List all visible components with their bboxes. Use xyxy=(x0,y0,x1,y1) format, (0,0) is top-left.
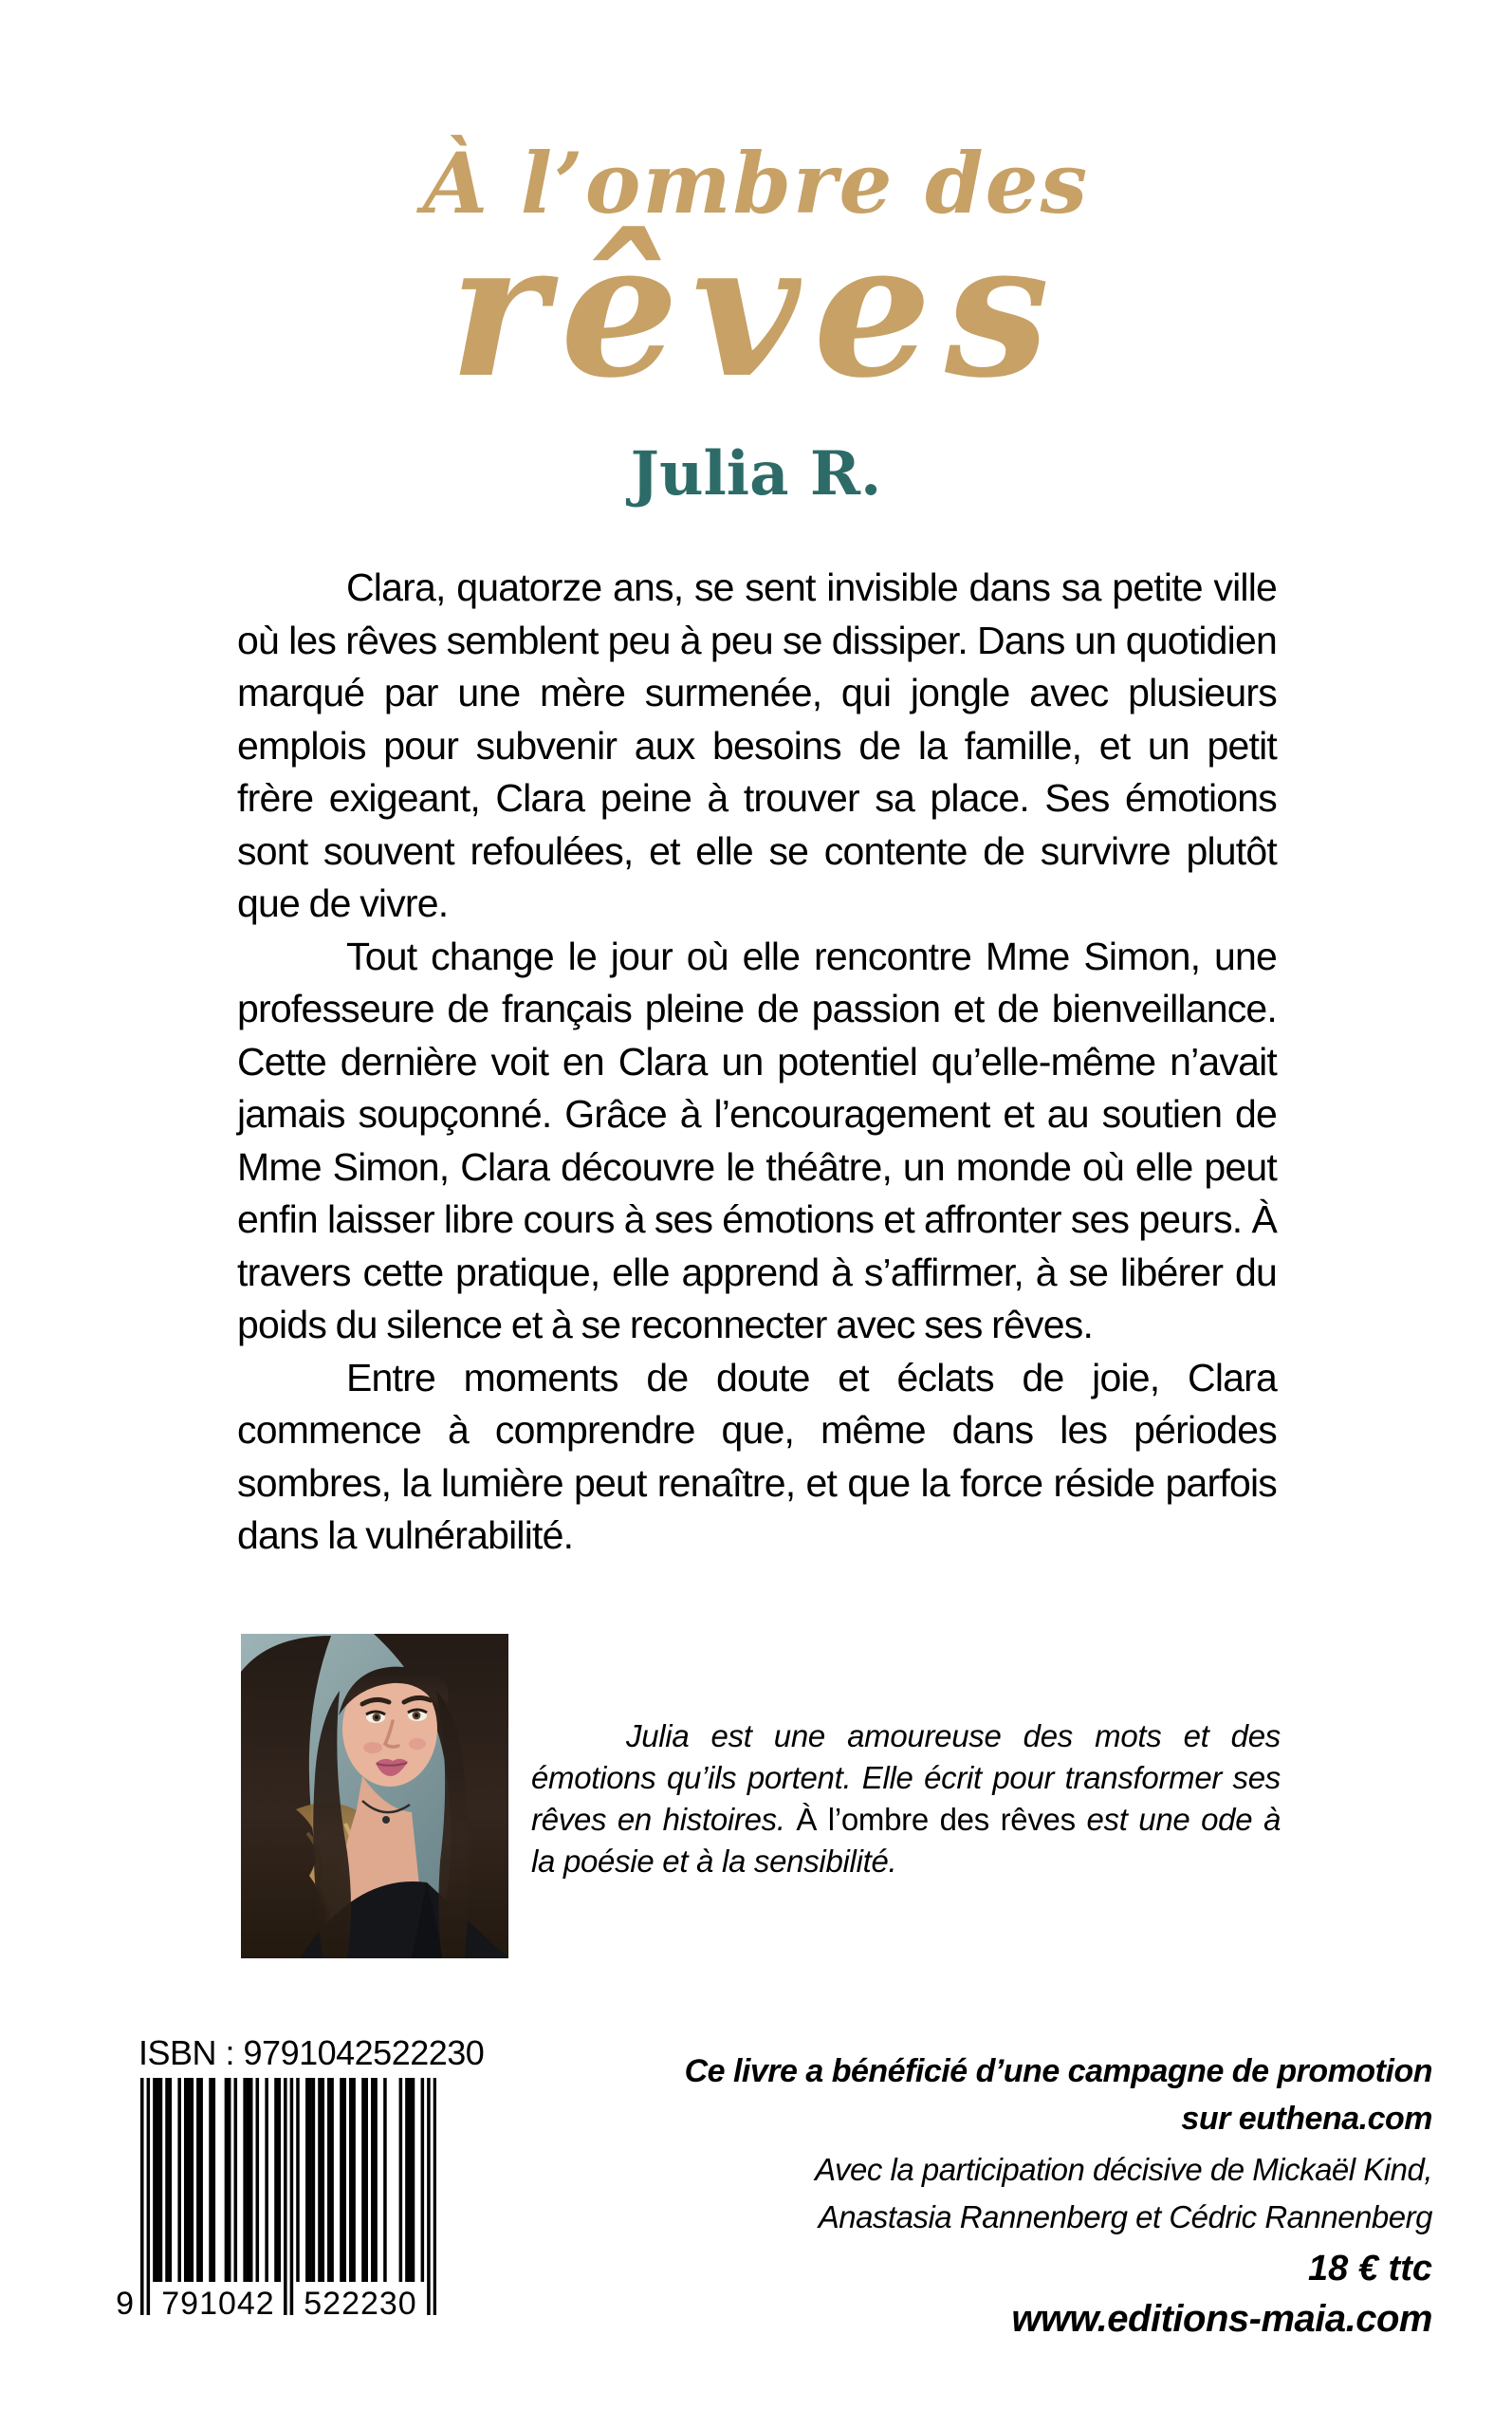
bio-text-part1: Julia est une amoureuse des mots et des émotions qu’ils portent. Elle écrit pour transformer ses rêves en histoires. xyxy=(531,1718,1281,1837)
synopsis xyxy=(237,562,1277,1563)
author-bio xyxy=(531,1715,1281,1882)
barcode xyxy=(140,2078,436,2315)
synopsis-paragraph-3: Entre moments de doute et éclats de joie, Clara commence à comprendre que, même dans les périodes sombres, la lumière peut renaître, et que la force réside parfois dans la vulnérabilité. xyxy=(237,1355,1277,1557)
bio-text-part2: est une ode à la poésie et à la sensibilité. xyxy=(531,1802,1282,1879)
promo-credit-line-2: Anastasia Rannenberg et Cédric Rannenberg xyxy=(818,2199,1432,2234)
bio-book-title: À l’ombre des rêves xyxy=(796,1802,1076,1837)
barcode-bars xyxy=(140,2078,436,2315)
promo-campaign-text xyxy=(685,2048,1432,2142)
promo-credits-text xyxy=(815,2146,1432,2241)
promo-line-1: Ce livre a bénéficié d’une campagne de promotion xyxy=(684,2053,1432,2089)
barcode-digit-lead: 9 xyxy=(116,2286,135,2322)
author-photo-illustration xyxy=(241,1634,508,1958)
blush xyxy=(363,1742,382,1753)
book-title-line2: rêves xyxy=(449,201,1063,419)
isbn-label: ISBN : 9791042522230 xyxy=(138,2033,485,2072)
author-photo xyxy=(241,1634,508,1958)
author-name: Julia R. xyxy=(630,438,882,510)
promo-credit-line-1: Avec la participation décisive de Mickaël Kind, xyxy=(815,2152,1432,2187)
synopsis-paragraph-2: Tout change le jour où elle rencontre Mme Simon, une professeure de français pleine de passion et de bienveillance. Cette dernière voit en Clara un potentiel qu’elle-même n’avait jamais soupçonné. Grâce à l’encouragement et au soutien de Mme Simon, Clara découvre le théâtre, un monde où elle peut enfin laisser libre cours à ses émotions et affronter ses peurs. À travers cette pratique, elle apprend à s’affirmer, à se libérer du poids du silence et à se reconnecter avec ses rêves. xyxy=(237,934,1277,1346)
book-title-line1: À l’ombre des xyxy=(422,134,1090,232)
barcode-digit-group2: 522230 xyxy=(304,2286,417,2322)
barcode-digit-group1: 791042 xyxy=(161,2286,275,2322)
promo-line-2: sur euthena.com xyxy=(1181,2101,1432,2137)
publisher-website: www.editions-maia.com xyxy=(1011,2298,1432,2340)
synopsis-paragraph-1: Clara, quatorze ans, se sent invisible dans sa petite ville où les rêves semblent peu à peu se dissiper. Dans un quotidien marqué par une mère surmenée, qui jongle avec plusieurs emplois pour subvenir aux besoins de la famille, et un petit frère exigeant, Clara peine à trouver sa place. Ses émotions sont souvent refoulées, et elle se contente de survivre plutôt que de vivre. xyxy=(237,565,1277,925)
price: 18 € ttc xyxy=(1308,2249,1432,2289)
